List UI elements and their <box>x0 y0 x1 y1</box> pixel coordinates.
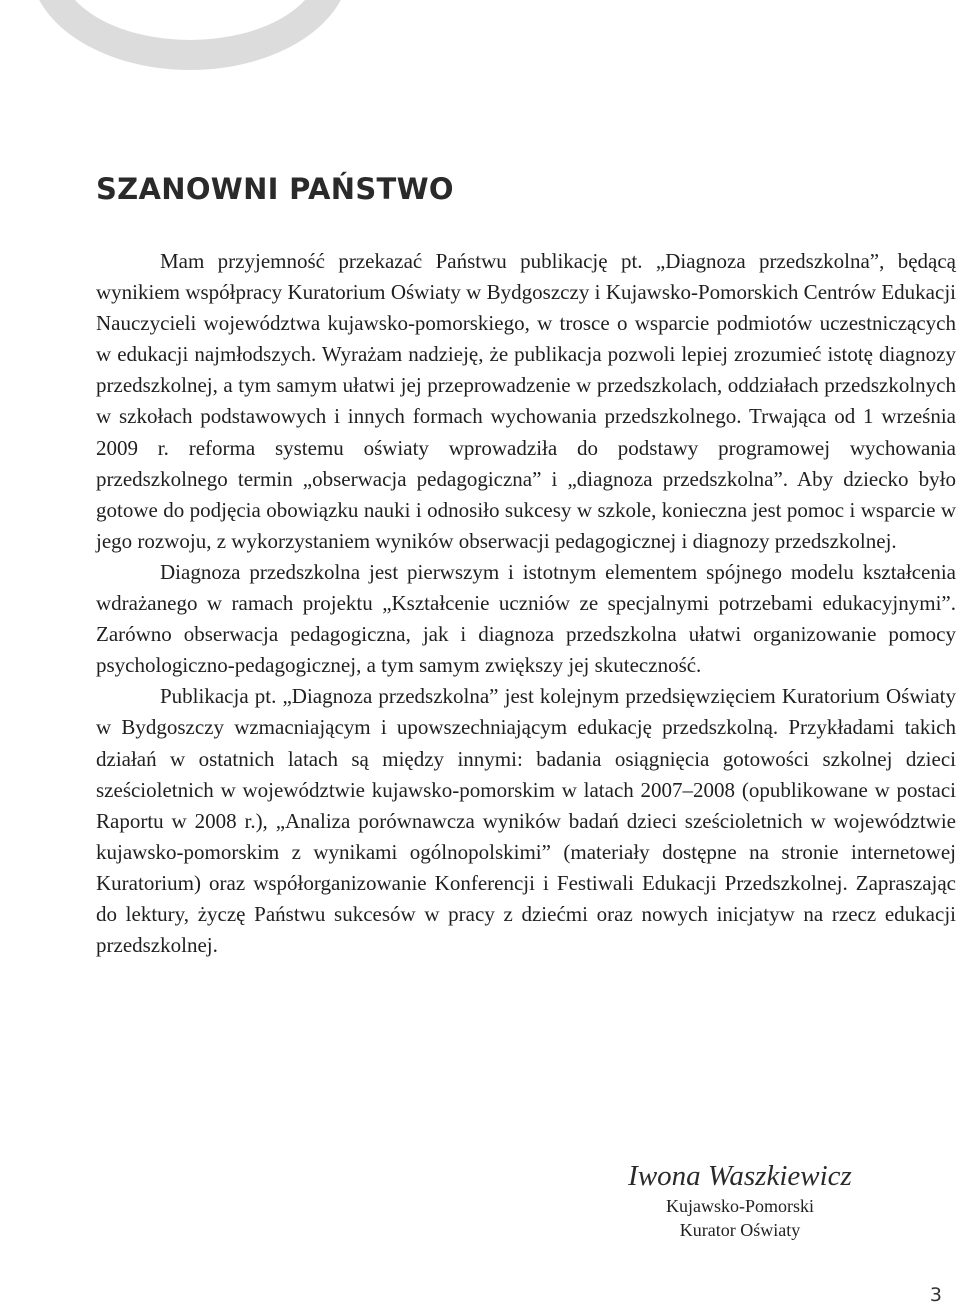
paragraph-1: Mam przyjemność przekazać Państwu publikację pt. „Diagnoza przedszkolna”, będącą wynikiem współpracy Kuratorium Oświaty w Bydgoszczy i Kujawsko-Pomorskich Centrów Edukacji Nauczycieli województwa kujawsko-pomorskiego, w trosce o wsparcie podmiotów uczestniczących w edukacji najmłodszych. Wyrażam nadzieję, że publikacja pozwoli lepiej zrozumieć istotę diagnozy przedszkolnej, a tym samym ułatwi jej przeprowadzenie w przedszkolach, oddziałach przedszkolnych w szkołach podstawowych i innych formach wychowania przedszkolnego. Trwająca od 1 września 2009 r. reforma systemu oświaty wprowadziła do podstawy programowej wychowania przedszkolnego termin „obserwacja pedagogiczna” i „diagnoza przedszkolna”. Aby dziecko było gotowe do podjęcia obowiązku nauki i odnosiło sukcesy w szkole, konieczna jest pomoc i wsparcie w jego rozwoju, z wykorzystaniem wyników obserwacji pedagogicznej i diagnozy przedszkolnej. <box>96 249 956 553</box>
paragraph-3: Publikacja pt. „Diagnoza przedszkolna” jest kolejnym przedsięwzięciem Kuratorium Oświaty w Bydgoszczy wzmacniającym i upowszechniającym edukację przedszkolną. Przykładami takich działań w ostatnich latach są między innymi: badania osiągnięcia gotowości szkolnej dzieci sześcioletnich w województwie kujawsko-pomorskim w latach 2007–2008 (opublikowane w postaci Raportu w 2008 r.), „Analiza porównawcza wyników badań dzieci sześcioletnich w województwie kujawsko-pomorskim z wynikami ogólnopolskimi” (materiały dostępne na stronie internetowej Kuratorium) oraz współorganizowanie Konferencji i Festiwali Edukacji Przedszkolnej. Zapraszając do lektury, życzę Państwu sukcesów w pracy z dziećmi oraz nowych inicjatyw na rzecz edukacji przedszkolnej. <box>96 684 956 958</box>
paragraph-2: Diagnoza przedszkolna jest pierwszym i istotnym elementem spójnego modelu kształcenia wdrażanego w ramach projektu „Kształcenie uczniów ze specjalnymi potrzebami edukacyjnymi”. Zarówno obserwacja pedagogiczna, jak i diagnoza przedszkolna ułatwi organizowanie pomocy psychologiczno-pedagogicznej, a tym samym zwiększy jej skuteczność. <box>96 559 956 678</box>
signatory-title-line-2: Kurator Oświaty <box>679 1220 801 1240</box>
signatory-name: Iwona Waszkiewicz <box>628 1160 852 1192</box>
decorative-ring <box>30 0 350 70</box>
page-number: 3 <box>929 1284 942 1306</box>
signature-block <box>590 1158 890 1242</box>
letter-body <box>96 246 956 961</box>
signatory-title-line-1: Kujawsko-Pomorski <box>666 1196 814 1216</box>
page-heading: SZANOWNI PAŃSTWO <box>96 172 454 206</box>
